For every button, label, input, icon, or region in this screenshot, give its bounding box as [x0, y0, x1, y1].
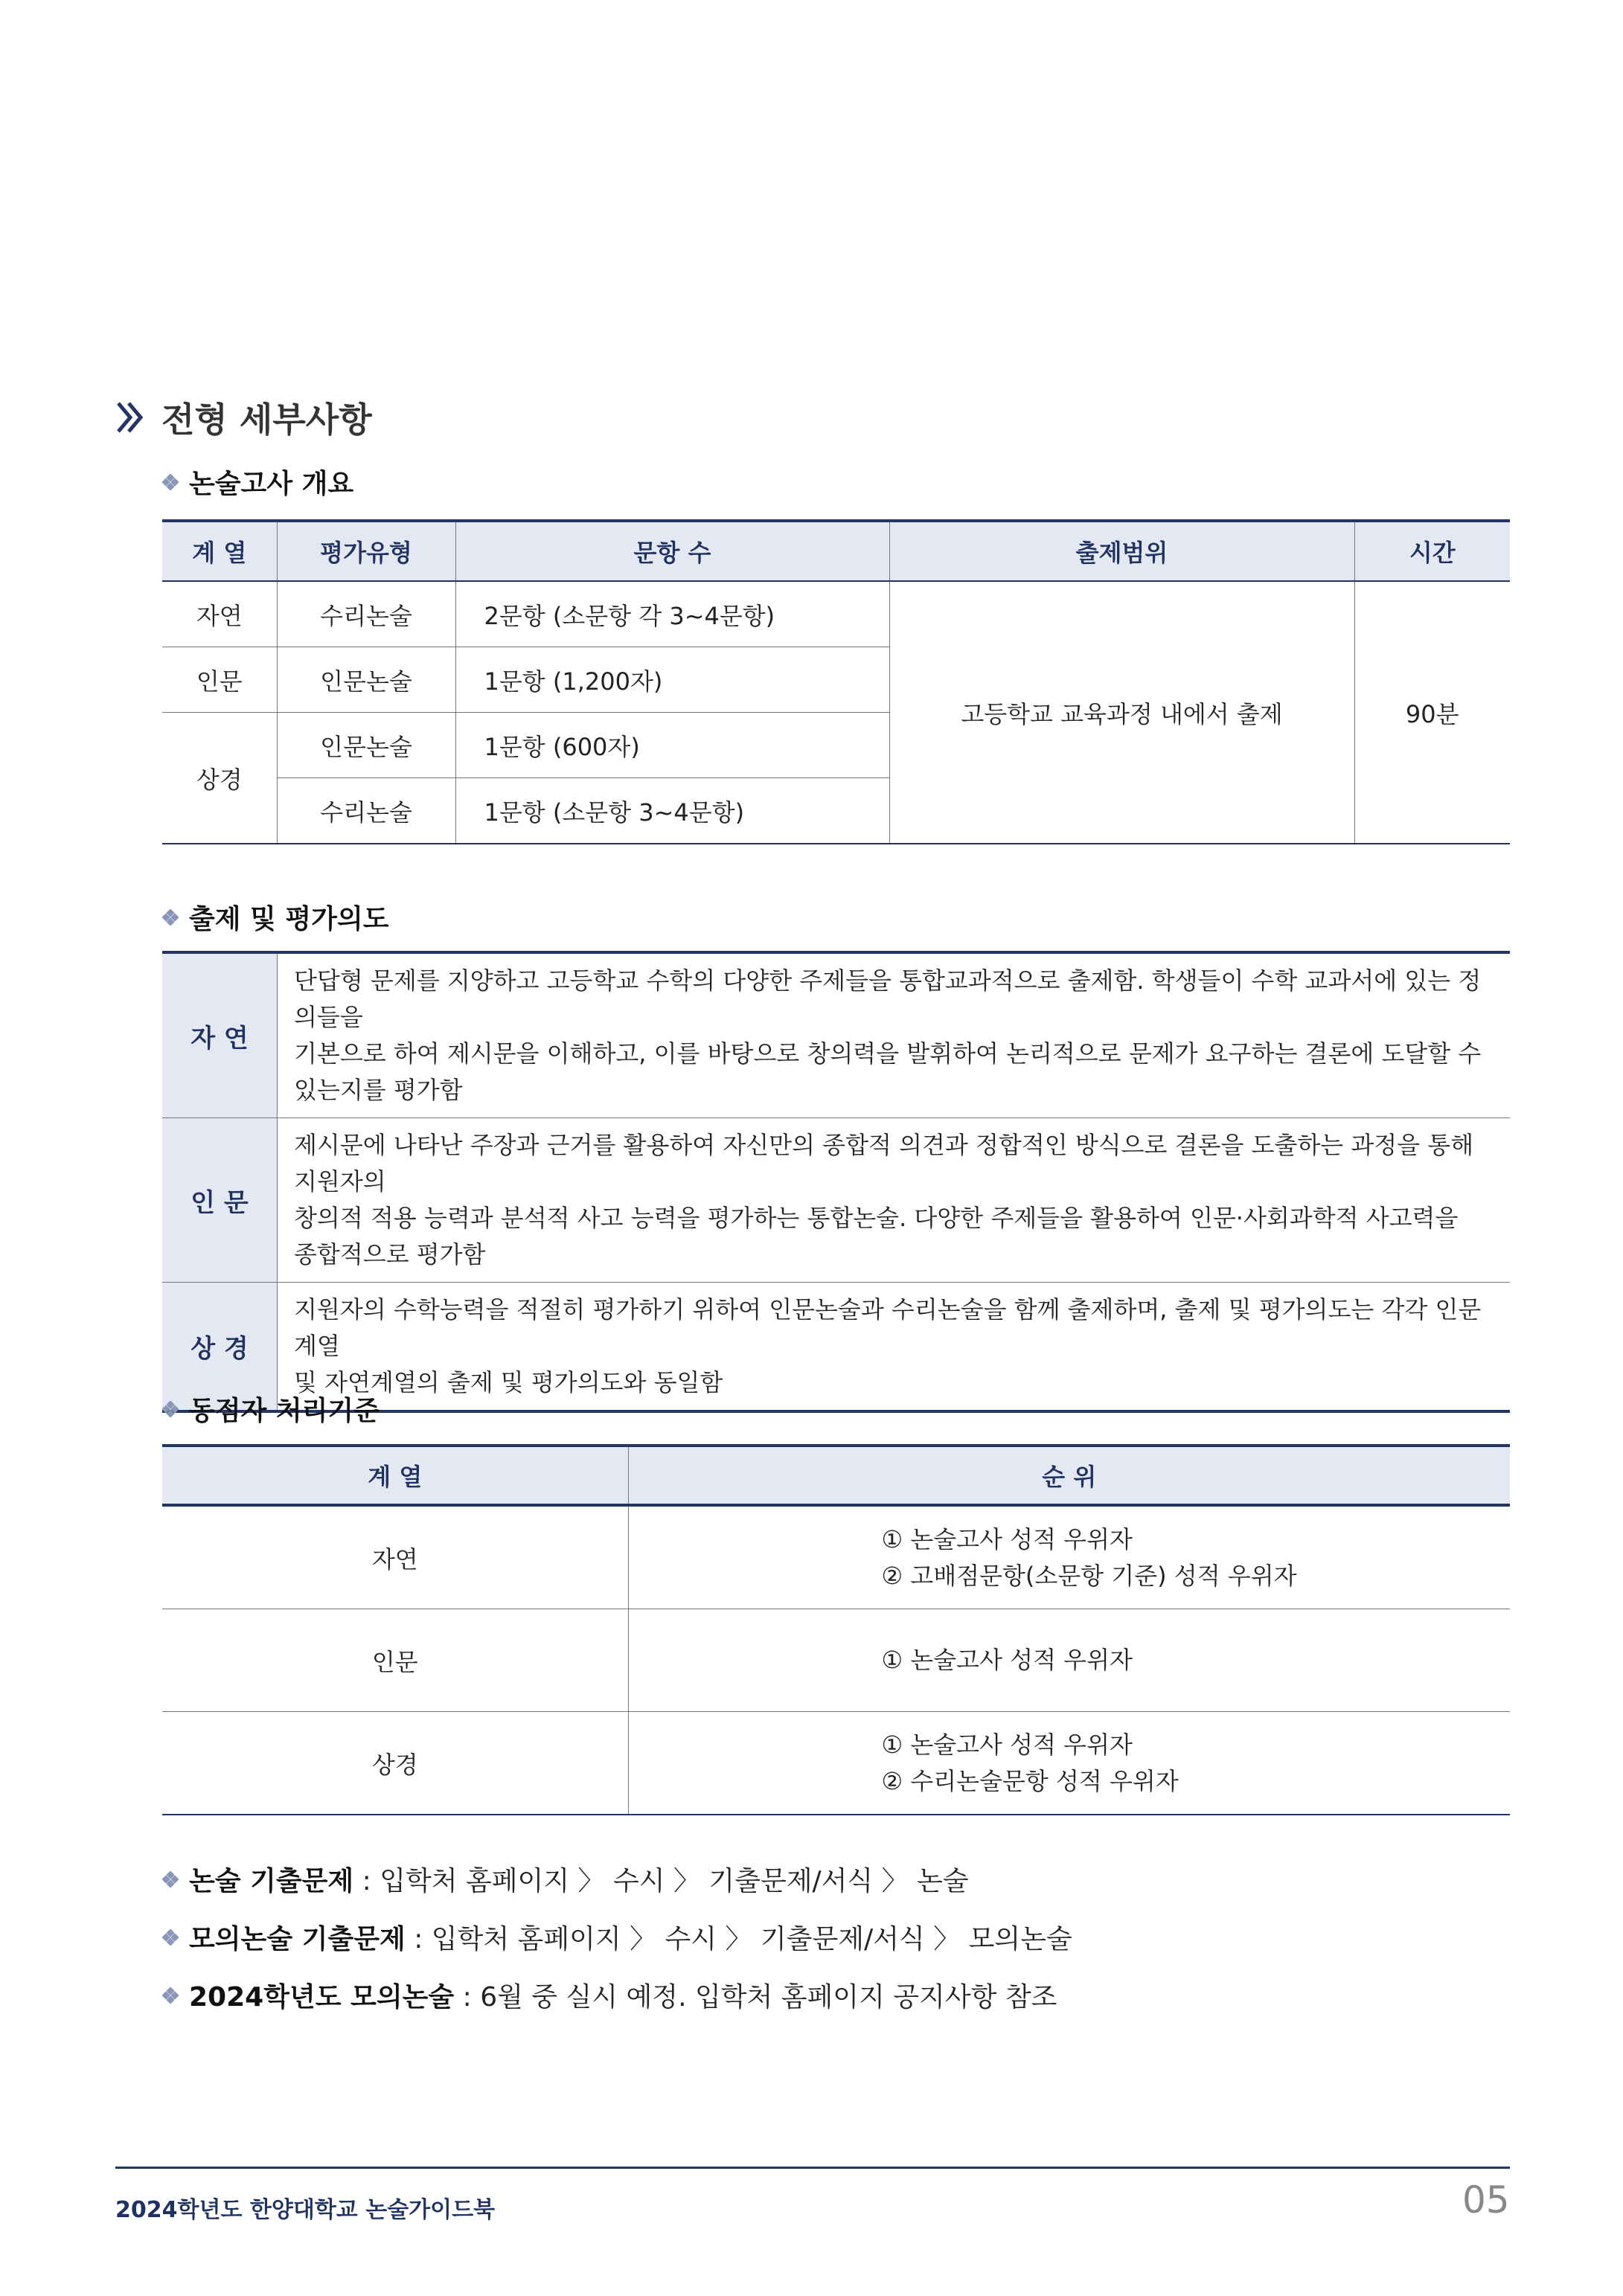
cell-questions: 1문항 (소문항 3~4문항)	[455, 778, 889, 844]
col-header-field: 계 열	[162, 521, 277, 581]
overview-header-row	[162, 521, 1510, 581]
note-text: : 6월 중 실시 예정. 입학처 홈페이지 공지사항 참조	[454, 1982, 1057, 2013]
tiebreak-heading	[162, 1390, 380, 1428]
diamond-bullet-icon	[162, 1401, 179, 1417]
tiebreak-heading-text: 동점자 처리기준	[189, 1396, 380, 1426]
tiebreak-header-row	[162, 1446, 1510, 1505]
table-row	[162, 1712, 1510, 1815]
intent-line: 있는지를 평가함	[294, 1076, 463, 1104]
tiebreak-table	[162, 1444, 1510, 1815]
table-row	[162, 1118, 1510, 1283]
intent-label: 자 연	[162, 952, 278, 1118]
intent-label: 상 경	[162, 1283, 278, 1412]
col-header-field: 계 열	[162, 1446, 628, 1505]
note-label: 2024학년도 모의논술	[189, 1982, 455, 2013]
cell-field: 자연	[162, 581, 277, 647]
rank-item: ① 논술고사 성적 우위자	[881, 1730, 1133, 1759]
intent-line: 제시문에 나타난 주장과 근거를 활용하여 자신만의 종합적 의견과 정합적인 방식으로 결론을 도출하는 과정을 통해 지원자의	[294, 1131, 1474, 1196]
table-row	[162, 581, 1510, 647]
col-header-type: 평가유형	[277, 521, 455, 581]
cell-ranks	[628, 1609, 1510, 1712]
note-label: 모의논술 기출문제	[189, 1924, 406, 1955]
diamond-bullet-icon	[162, 1987, 179, 2004]
diamond-bullet-icon	[162, 909, 179, 926]
rank-item: ② 고배점문항(소문항 기준) 성적 우위자	[881, 1561, 1297, 1590]
col-header-time: 시간	[1354, 521, 1510, 581]
cell-type: 수리논술	[277, 778, 455, 844]
intent-body	[278, 1118, 1511, 1283]
cell-field: 인문	[162, 1609, 628, 1712]
rank-item: ① 논술고사 성적 우위자	[881, 1646, 1133, 1674]
intent-heading-text: 출제 및 평가의도	[189, 904, 389, 934]
diamond-bullet-icon	[162, 1871, 179, 1888]
cell-questions: 2문항 (소문항 각 3~4문항)	[455, 581, 889, 647]
intent-line: 및 자연계열의 출제 및 평가의도와 동일함	[294, 1368, 723, 1396]
overview-table	[162, 519, 1510, 844]
double-chevron-icon	[115, 400, 148, 434]
rank-item: ② 수리논술문항 성적 우위자	[881, 1766, 1179, 1795]
intent-line: 단답형 문제를 지양하고 고등학교 수학의 다양한 주제들을 통합교과적으로 출제함. 학생들이 수학 교과서에 있는 정의들을	[294, 966, 1482, 1031]
col-header-rank: 순 위	[628, 1446, 1510, 1505]
note-past-exams	[162, 1860, 969, 1898]
diamond-bullet-icon	[162, 474, 179, 490]
cell-ranks	[628, 1712, 1510, 1815]
note-mock-past-exams	[162, 1918, 1072, 1956]
note-text: : 입학처 홈페이지 〉 수시 〉 기출문제/서식 〉 모의논술	[405, 1924, 1072, 1955]
cell-field: 상경	[162, 1712, 628, 1815]
cell-type: 인문논술	[277, 647, 455, 713]
diamond-bullet-icon	[162, 1929, 179, 1946]
intent-table	[162, 951, 1510, 1413]
cell-field: 인문	[162, 647, 277, 713]
note-2024-mock	[162, 1976, 1057, 2014]
cell-field: 자연	[162, 1505, 628, 1609]
intent-label: 인 문	[162, 1118, 278, 1283]
intent-line: 지원자의 수학능력을 적절히 평가하기 위하여 인문논술과 수리논술을 함께 출제하며, 출제 및 평가의도는 각각 인문계열	[294, 1295, 1482, 1360]
rank-item: ① 논술고사 성적 우위자	[881, 1524, 1133, 1553]
footer-title: 2024학년도 한양대학교 논술가이드북	[115, 2197, 496, 2223]
footer-divider	[115, 2167, 1510, 2169]
section-title	[115, 393, 372, 442]
page-number: 05	[1462, 2178, 1510, 2222]
intent-body	[278, 1283, 1511, 1412]
cell-ranks	[628, 1505, 1510, 1609]
cell-questions: 1문항 (600자)	[455, 713, 889, 778]
intent-line: 기본으로 하여 제시문을 이해하고, 이를 바탕으로 창의력을 발휘하여 논리적으로 문제가 요구하는 결론에 도달할 수	[294, 1039, 1482, 1068]
intent-line: 창의적 적용 능력과 분석적 사고 능력을 평가하는 통합논술. 다양한 주제들을 활용하여 인문·사회과학적 사고력을	[294, 1204, 1459, 1232]
cell-type: 수리논술	[277, 581, 455, 647]
intent-line: 종합적으로 평가함	[294, 1240, 486, 1269]
cell-time: 90분	[1354, 581, 1510, 844]
cell-type: 인문논술	[277, 713, 455, 778]
intent-heading	[162, 898, 389, 936]
col-header-questions: 문항 수	[455, 521, 889, 581]
note-label: 논술 기출문제	[189, 1866, 354, 1896]
note-text: : 입학처 홈페이지 〉 수시 〉 기출문제/서식 〉 논술	[353, 1866, 969, 1896]
col-header-scope: 출제범위	[889, 521, 1354, 581]
table-row	[162, 1505, 1510, 1609]
cell-field: 상경	[162, 713, 277, 844]
intent-body	[278, 952, 1511, 1118]
overview-heading-text: 논술고사 개요	[189, 469, 354, 499]
table-row	[162, 1609, 1510, 1712]
cell-questions: 1문항 (1,200자)	[455, 647, 889, 713]
overview-heading	[162, 463, 353, 501]
cell-scope: 고등학교 교육과정 내에서 출제	[889, 581, 1354, 844]
table-row	[162, 952, 1510, 1118]
section-title-text: 전형 세부사항	[161, 400, 372, 440]
